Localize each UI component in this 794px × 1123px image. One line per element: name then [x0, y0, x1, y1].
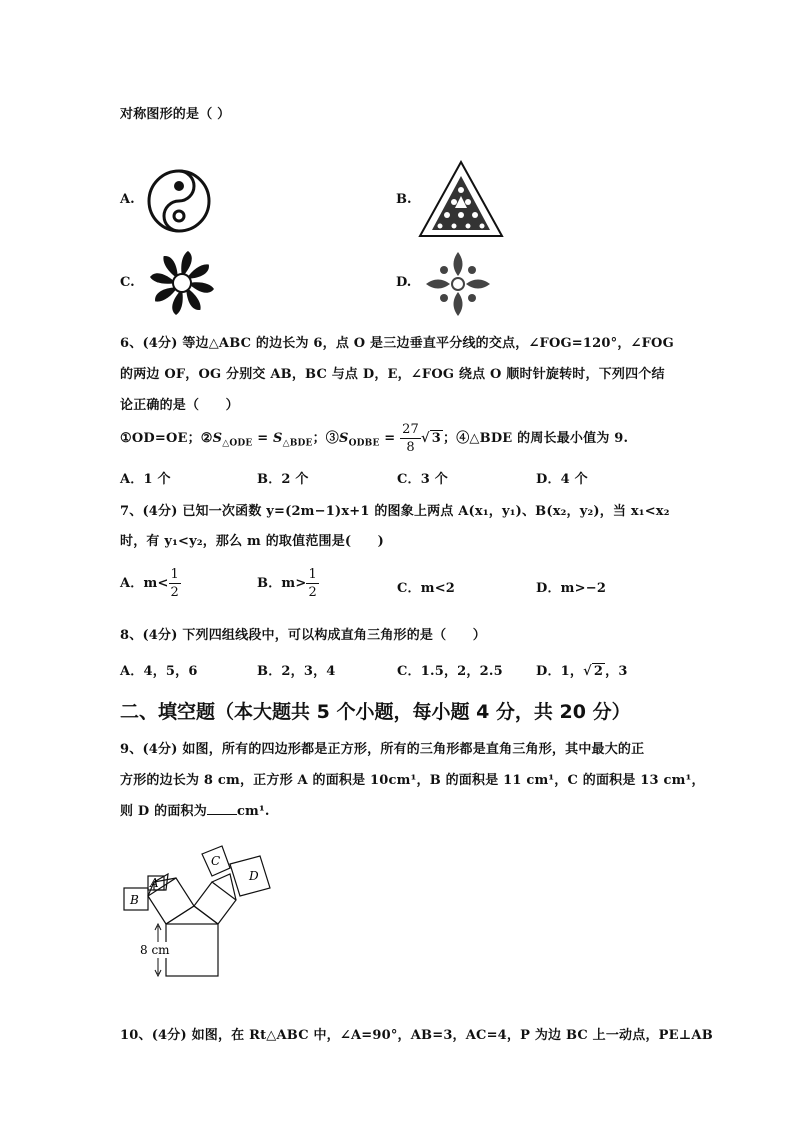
ornamental-cross-icon: [422, 248, 494, 320]
q8-option-d-tail: ，3: [605, 664, 628, 679]
q9-line-3: [120, 800, 270, 819]
q6-option-d: D．4 个: [536, 472, 588, 487]
q9-squares-figure: [118, 838, 293, 978]
q7-option-b: [257, 566, 319, 601]
yin-yang-icon: [146, 168, 212, 234]
question-intro-line: 对称图形的是（ ）: [120, 107, 231, 122]
q6-option-c: C．3 个: [397, 472, 448, 487]
q7-option-a-fraction: [169, 566, 181, 601]
option-d-label: D.: [396, 275, 412, 290]
q8-option-c: C．1.5，2，2.5: [397, 664, 503, 679]
q9-line-3-unit: cm¹.: [236, 804, 270, 819]
q7-b-den: 2: [308, 585, 317, 600]
q9-figure-label-d: D: [249, 869, 259, 883]
q6-frac-num: 27: [402, 422, 420, 437]
q8-option-b: B．2，3，4: [257, 664, 336, 679]
q7-b-num: 1: [308, 567, 317, 582]
q7-line-1: 7、(4分) 已知一次函数 y=(2m−1)x+1 的图象上两点 A(x₁，y₁)、B(x₂，y₂)，当 x₁<x₂: [120, 504, 670, 519]
q6-fraction: [400, 421, 421, 456]
q8-option-a: A．4，5，6: [120, 664, 198, 679]
q7-option-c: C．m<2: [397, 581, 456, 596]
q8-line-1: 8、(4分) 下列四组线段中，可以构成直角三角形的是（ ）: [120, 628, 486, 643]
section-2-heading: 二、填空题（本大题共 5 个小题，每小题 4 分，共 20 分）: [120, 701, 631, 723]
q6-s-ode: S: [212, 431, 223, 446]
q7-a-num: 1: [170, 567, 180, 582]
q6-statements: ①OD=OE；$②S_{\triangle ODE} = S_{\triangle BDE}$；$③S_{ODBE}$ = $\frac{27}{8}$ √ 3 ；④△BDE 的周长最小值为 9.: [120, 422, 629, 455]
q6-statement-3: ；④△BDE 的周长最小值为 9.: [443, 431, 629, 446]
q6-s-odbe-sub: ODBE: [348, 438, 380, 449]
q7-line-2: 时，有 y₁<y₂，那么 m 的取值范围是( ): [120, 534, 385, 549]
q8-option-d-sqrt: 2: [593, 664, 604, 679]
q7-option-d: D．m>−2: [536, 581, 607, 596]
q6-s-odbe: S: [339, 431, 349, 446]
q6-line-2: 的两边 OF，OG 分别交 AB，BC 与点 D，E，∠FOG 绕点 O 顺时针旋转时，下列四个结: [120, 367, 665, 382]
q9-figure-label-b: B: [130, 893, 139, 907]
pinwheel-flower-icon: [147, 248, 217, 318]
q7-option-a: [120, 566, 181, 601]
triangle-pattern-icon: [418, 160, 504, 240]
q7-a-den: 2: [170, 585, 180, 600]
q7-option-b-fraction: [306, 566, 318, 601]
q6-sqrt: 3: [431, 431, 442, 446]
q8-option-d-text: D．1，: [536, 664, 584, 679]
q9-figure-label-c: C: [211, 854, 221, 868]
q6-option-a: A．1 个: [120, 472, 171, 487]
q9-line-2: 方形的边长为 8 cm，正方形 A 的面积是 10cm¹，B 的面积是 11 cm¹，C 的面积是 13 cm¹，: [120, 773, 705, 788]
q9-figure-label-a: A: [150, 876, 159, 890]
option-b-label: B.: [396, 192, 412, 207]
q6-s-bde: S: [273, 431, 283, 446]
q6-line-3: 论正确的是（ ）: [120, 398, 239, 413]
q7-option-a-text: A．m<: [120, 576, 169, 591]
q8-option-d: D．1，√ 2 ，3: [536, 664, 628, 679]
q9-answer-blank[interactable]: [207, 814, 237, 815]
q6-statement-2: ；③: [312, 431, 340, 446]
q6-s-bde-sub: △BDE: [282, 438, 313, 449]
q6-frac-den: 8: [406, 440, 415, 455]
option-a-label: A.: [120, 192, 135, 207]
q9-line-3-text: 则 D 的面积为: [120, 804, 207, 819]
option-c-label: C.: [120, 275, 135, 290]
q6-statement-1: ①OD=OE；②: [120, 431, 213, 446]
q9-figure-side-label: 8 cm: [140, 943, 170, 957]
q6-equals: =: [252, 431, 274, 446]
q6-s-ode-sub: △ODE: [222, 438, 253, 449]
q6-option-b: B．2 个: [257, 472, 309, 487]
q7-option-b-text: B．m>: [257, 576, 307, 591]
q9-line-1: 9、(4分) 如图，所有的四边形都是正方形，所有的三角形都是直角三角形，其中最大的正: [120, 742, 645, 757]
q6-line-1: 6、(4分) 等边△ABC 的边长为 6，点 O 是三边垂直平分线的交点，∠FOG=120°，∠FOG: [120, 336, 674, 351]
q6-equals-2: =: [379, 431, 401, 446]
q10-line-1: 10、(4分) 如图，在 Rt△ABC 中，∠A=90°，AB=3，AC=4，P 为边 BC 上一动点，PE⊥AB: [120, 1028, 713, 1043]
